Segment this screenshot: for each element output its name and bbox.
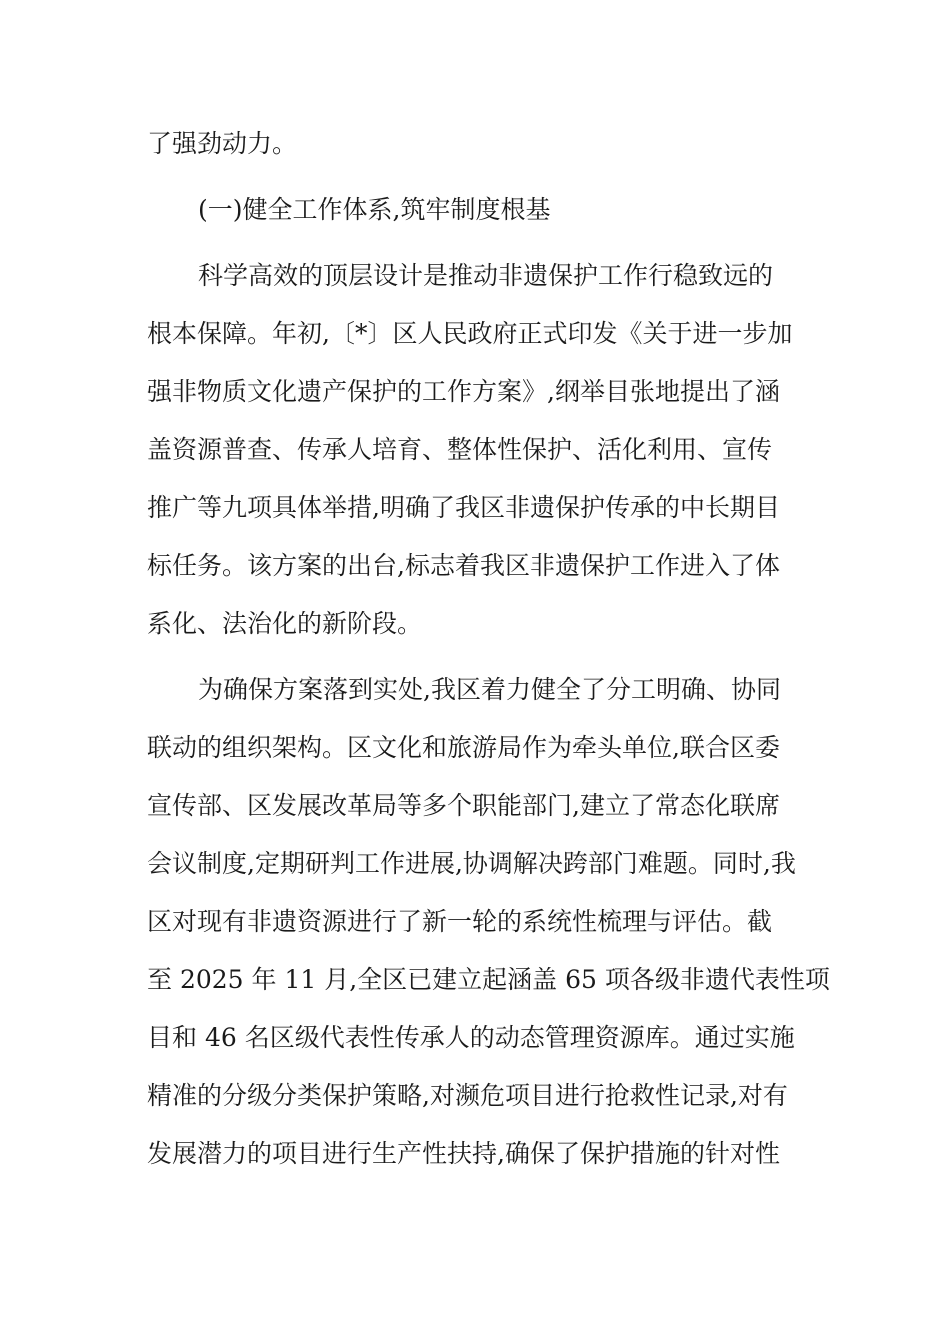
text-line-7: 推广等九项具体举措,明确了我区非遗保护传承的中长期目 bbox=[147, 493, 780, 522]
text-line-6: 盖资源普查、传承人培育、整体性保护、活化利用、宣传 bbox=[147, 435, 773, 464]
text-line-3: 科学高效的顶层设计是推动非遗保护工作行稳致远的 bbox=[198, 261, 774, 290]
text-line-16: 目和 46 名区级代表性传承人的动态管理资源库。通过实施 bbox=[147, 1023, 795, 1052]
text-line-4: 根本保障。年初,〔*〕区人民政府正式印发《关于进一步加 bbox=[147, 319, 793, 348]
text-line-11: 联动的组织架构。区文化和旅游局作为牵头单位,联合区委 bbox=[147, 733, 780, 762]
text-line-1: 了强劲动力。 bbox=[147, 129, 298, 158]
text-line-8: 标任务。该方案的出台,标志着我区非遗保护工作进入了体 bbox=[147, 551, 780, 580]
section-heading: (一)健全工作体系,筑牢制度根基 bbox=[198, 195, 551, 224]
text-line-10: 为确保方案落到实处,我区着力健全了分工明确、协同 bbox=[198, 675, 781, 704]
text-line-13: 会议制度,定期研判工作进展,协调解决跨部门难题。同时,我 bbox=[147, 849, 796, 878]
text-line-9: 系化、法治化的新阶段。 bbox=[147, 609, 423, 638]
text-line-14: 区对现有非遗资源进行了新一轮的系统性梳理与评估。截 bbox=[147, 907, 773, 936]
text-line-15: 至 2025 年 11 月,全区已建立起涵盖 65 项各级非遗代表性项 bbox=[147, 965, 830, 994]
text-line-12: 宣传部、区发展改革局等多个职能部门,建立了常态化联席 bbox=[147, 791, 780, 820]
text-line-5: 强非物质文化遗产保护的工作方案》,纲举目张地提出了涵 bbox=[147, 377, 780, 406]
text-line-18: 发展潜力的项目进行生产性扶持,确保了保护措施的针对性 bbox=[147, 1139, 780, 1168]
text-line-17: 精准的分级分类保护策略,对濒危项目进行抢救性记录,对有 bbox=[147, 1081, 788, 1110]
